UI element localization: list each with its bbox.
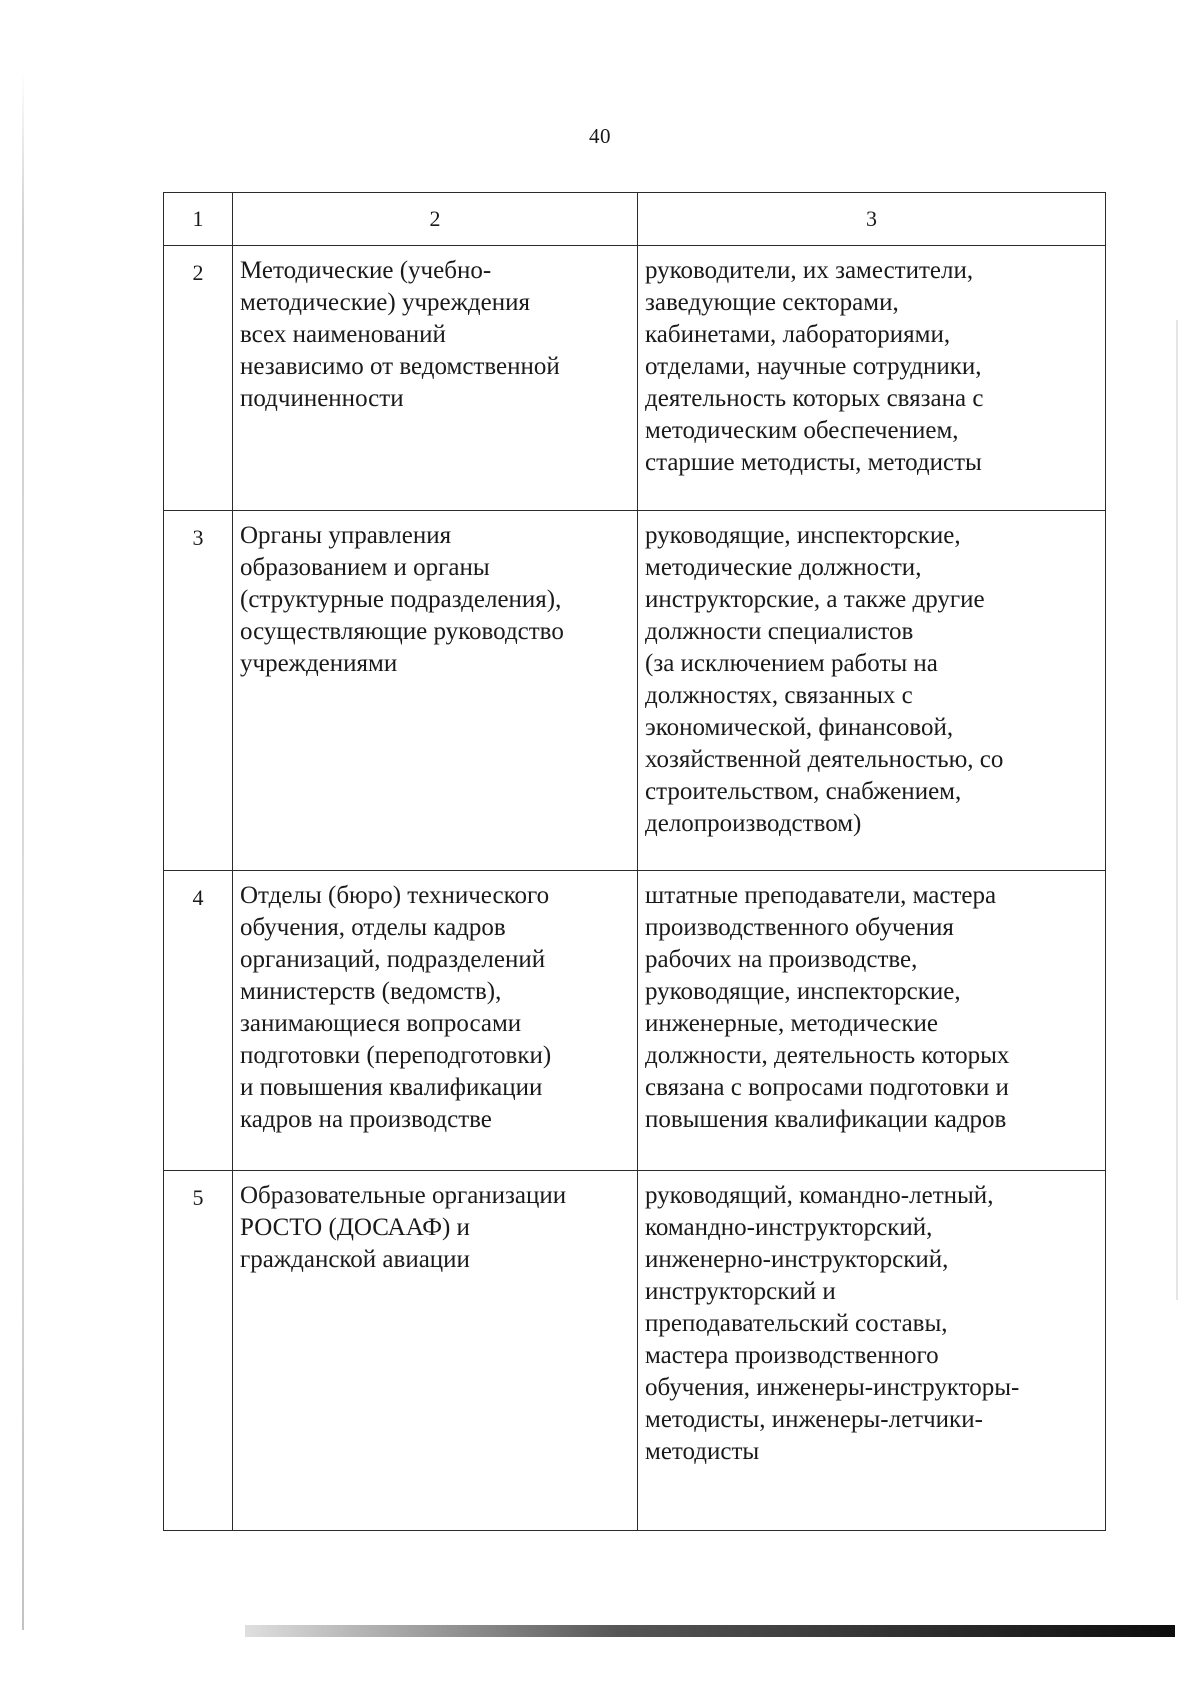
institution-text: Органы управления образованием и органы (структурные подразделения), осуществляющие руководство учреждениями [240,522,564,677]
institution-text: Отделы (бюро) технического обучения, отделы кадров организаций, подразделений министерств (ведомств), занимающиеся вопросами подготовки (переподготовки) и повышения квалификации кадров на производстве [240,882,552,1133]
institution-text: Методические (учебно- методические) учреждения всех наименований независимо от ведомственной подчиненности [240,257,560,412]
positions-cell [638,246,1106,511]
page-number: 40 [589,124,611,148]
table-row [164,1171,1106,1531]
table-row [164,871,1106,1171]
scan-bottom-bar [245,1625,1175,1637]
row-number: 5 [164,1171,233,1531]
positions-text: руководящий, командно-летный, командно-инструкторский, инженерно-инструкторский, инструкторский и преподавательский составы, мастера производственного обучения, инженеры-инструкторы- методисты, инженеры-летчики- методисты [645,1182,1020,1465]
table-header-row [164,193,1106,246]
institution-cell [233,246,638,511]
positions-text: руководители, их заместители, заведующие секторами, кабинетами, лабораториями, отделами, научные сотрудники, деятельность которых связана с методическим обеспечением, старшие методисты, методисты [645,257,984,476]
institution-cell [233,511,638,871]
scan-edge-right [1176,320,1178,1300]
positions-cell [638,511,1106,871]
positions-text: руководящие, инспекторские, методические должности, инструкторские, а также другие должности специалистов (за исключением работы на должностях, связанных с экономической, финансовой, хозяйственной деятельностью, со строительством, снабжением, делопроизводством) [645,522,1004,837]
positions-text: штатные преподаватели, мастера производственного обучения рабочих на производстве, руководящие, инспекторские, инженерные, методические должности, деятельность которых связана с вопросами подготовки и повышения квалификации кадров [645,882,1010,1133]
positions-table [163,192,1106,1531]
institution-cell [233,1171,638,1531]
column-header: 3 [638,193,1106,246]
institution-text: Образовательные организации РОСТО (ДОСААФ) и гражданской авиации [240,1182,567,1273]
scan-edge-left [22,70,24,1630]
row-number: 2 [164,246,233,511]
table-row [164,511,1106,871]
row-number: 3 [164,511,233,871]
positions-cell [638,1171,1106,1531]
institution-cell [233,871,638,1171]
positions-cell [638,871,1106,1171]
table-row [164,246,1106,511]
row-number: 4 [164,871,233,1171]
column-header: 2 [233,193,638,246]
column-header: 1 [164,193,233,246]
